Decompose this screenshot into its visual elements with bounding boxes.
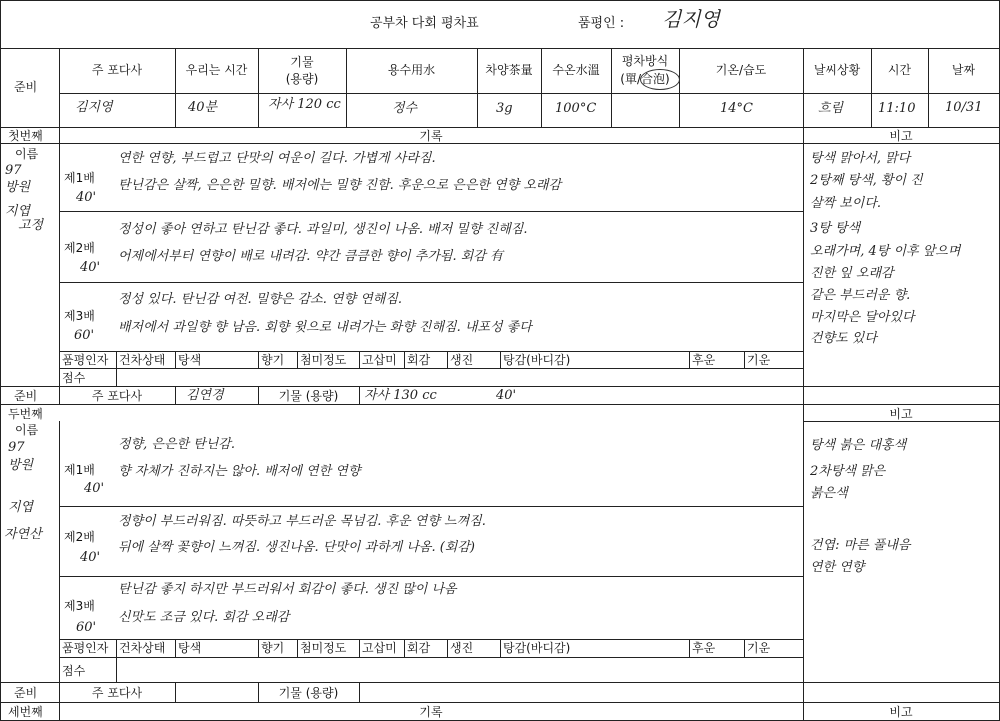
rule <box>0 404 1000 405</box>
eval-column-header: 후운 <box>692 353 716 367</box>
rule <box>59 211 803 212</box>
cup3-label: 제3배 <box>64 309 95 323</box>
tea-amount-header: 차양茶量 <box>485 63 533 77</box>
rule <box>0 702 1000 703</box>
rule <box>803 386 804 404</box>
rule <box>803 421 1000 422</box>
rule <box>59 351 803 352</box>
cup1-time: 40' <box>84 481 105 496</box>
cup3-note: 정성 있다. 탄닌감 여전. 밀향은 감소. 연향 연해짐. <box>118 292 403 307</box>
first-notes-line: 살짝 보이다. <box>810 196 882 211</box>
eval-column-header: 후운 <box>692 641 716 655</box>
cup1-label: 제1배 <box>64 463 95 477</box>
cup2-note: 정향이 부드러워짐. 따뜻하고 부드러운 목넘김. 후운 연향 느껴짐. <box>118 514 486 529</box>
eval-column-header: 생진 <box>450 641 474 655</box>
notes-header: 비고 <box>889 129 913 143</box>
rule <box>359 386 360 404</box>
rule <box>0 682 1000 683</box>
rule <box>500 639 501 657</box>
rule <box>59 421 60 682</box>
cup2-time: 40' <box>80 550 101 565</box>
rule <box>59 143 60 386</box>
cup3-time: 60' <box>74 328 95 343</box>
second-name-line: 지엽 <box>8 500 34 515</box>
second-notes-line: 탕색 붉은 대홍색 <box>810 438 907 453</box>
second-label: 두번째 <box>8 407 43 421</box>
eval-column-header: 탕색 <box>178 353 202 367</box>
cup3-note: 탄닌감 좋지 하지만 부드러워서 회감이 좋다. 생진 많이 나옴 <box>118 582 457 597</box>
vessel-header: 기물 <box>290 55 314 69</box>
vessel-header: 기물 (용량) <box>278 389 339 403</box>
first-notes-line: 건향도 있다 <box>810 331 877 346</box>
eval-column-header: 회감 <box>407 353 431 367</box>
eval-column-header: 탕감(바디감) <box>503 353 571 367</box>
cup1-note: 연한 연향, 부드럽고 단맛의 여운이 길다. 가볍게 사라짐. <box>118 151 436 166</box>
vessel-header-sub: (용량) <box>285 72 319 86</box>
third-label: 세번째 <box>8 705 43 719</box>
rule <box>0 0 1 721</box>
rule <box>744 351 745 368</box>
date-value: 10/31 <box>945 100 983 115</box>
cup2-note: 정성이 좋아 연하고 탄닌감 좋다. 과일미, 생진이 나옴. 배저 밀향 진해짐. <box>118 222 528 237</box>
pot-value: 김연경 <box>186 388 224 403</box>
rule <box>0 0 1000 1</box>
rule <box>116 639 117 682</box>
brew-time-value: 40' <box>496 388 517 403</box>
first-label: 첫번째 <box>8 129 43 143</box>
pot-header: 주 포다사 <box>91 63 143 77</box>
cup3-label: 제3배 <box>64 599 95 613</box>
eval-column-header: 건차상태 <box>119 353 166 367</box>
rule <box>447 639 448 657</box>
rule <box>803 404 804 682</box>
rule <box>116 351 117 386</box>
rule <box>59 576 803 577</box>
rule <box>59 93 1000 94</box>
first-name-line: 고정 <box>18 218 44 233</box>
cup1-note: 탄닌감은 살짝, 은은한 밀향. 배저에는 밀향 진함. 후운으로 은은한 연향 오래감 <box>118 178 562 193</box>
pot-header: 주 포다사 <box>91 686 143 700</box>
first-name-line: 방원 <box>5 180 31 195</box>
method-header-sub: (單/合泡) <box>620 72 670 86</box>
eval-column-header: 건차상태 <box>119 641 166 655</box>
name-label: 이름 <box>15 423 39 437</box>
eval-column-header: 품평인자 <box>62 353 109 367</box>
eval-column-header: 기운 <box>747 353 771 367</box>
rule <box>359 682 360 702</box>
vessel-header: 기물 (용량) <box>278 686 339 700</box>
eval-column-header: 생진 <box>450 353 474 367</box>
rule <box>0 127 1000 128</box>
second-notes-line: 2차탕색 맑은 <box>810 464 886 479</box>
notes-header: 비고 <box>889 705 913 719</box>
cup1-note: 향 자체가 진하지는 않아. 배저에 연한 연향 <box>118 464 361 479</box>
eval-column-header: 품평인자 <box>62 641 109 655</box>
first-notes-line: 마지막은 달아있다 <box>810 310 915 325</box>
first-notes-line: 탕색 맑아서, 맑다 <box>810 151 911 166</box>
second-notes-line: 붉은색 <box>810 486 848 501</box>
rule <box>59 368 803 369</box>
first-notes-line: 진한 잎 오래감 <box>810 266 894 281</box>
rule <box>258 351 259 368</box>
eval-column-header: 첨미정도 <box>300 641 347 655</box>
vessel-value: 자사 120 cc <box>268 97 341 112</box>
temp-humidity-value: 14°C <box>720 101 753 116</box>
evaluator-name: 김지영 <box>662 7 720 31</box>
rule <box>59 506 803 507</box>
rule <box>359 351 360 368</box>
pot-header: 주 포다사 <box>91 389 143 403</box>
water-temp-header: 수온水溫 <box>552 63 600 77</box>
rule <box>346 48 347 127</box>
first-name-line: 지엽 <box>5 204 31 219</box>
cup1-label: 제1배 <box>64 171 95 185</box>
time-header: 시간 <box>887 63 912 77</box>
cup2-label: 제2배 <box>64 241 95 255</box>
eval-column-header: 첨미정도 <box>300 353 347 367</box>
record-header: 기록 <box>419 705 443 719</box>
score-label: 점수 <box>62 371 86 385</box>
rule <box>404 351 405 368</box>
prep-label: 준비 <box>14 389 38 403</box>
cup3-note: 배저에서 과일향 향 남음. 회향 윗으로 내려가는 화향 진해짐. 내포성 좋다 <box>118 320 532 335</box>
rule <box>258 639 259 657</box>
rule <box>359 639 360 657</box>
second-name-line: 방원 <box>8 458 34 473</box>
prep-label: 준비 <box>14 686 38 700</box>
first-notes-line: 3탕 탕색 <box>810 221 861 236</box>
eval-column-header: 기운 <box>747 641 771 655</box>
eval-column-header: 회감 <box>407 641 431 655</box>
weather-value: 흐림 <box>818 101 844 116</box>
record-header: 기록 <box>419 129 443 143</box>
method-circle-mark <box>640 69 680 90</box>
tea-amount-value: 3g <box>496 101 513 116</box>
rule <box>297 639 298 657</box>
rule <box>803 143 804 386</box>
eval-column-header: 고삽미 <box>362 353 397 367</box>
date-header: 날짜 <box>951 63 976 77</box>
weather-header: 날씨상황 <box>813 63 861 77</box>
rule <box>0 48 1000 49</box>
second-notes-line: 연한 연향 <box>810 560 865 575</box>
vessel-value: 자사 130 cc <box>364 388 437 403</box>
rule <box>477 48 478 127</box>
cup2-note: 뒤에 살짝 꽃향이 느껴짐. 생진나옴. 단맛이 과하게 나옴. (회감) <box>118 540 475 555</box>
rule <box>871 48 872 127</box>
rule <box>689 351 690 368</box>
first-notes-line: 2탕째 탕색, 황이 진 <box>810 173 923 188</box>
rule <box>500 351 501 368</box>
rule <box>679 48 680 127</box>
eval-column-header: 탕색 <box>178 641 202 655</box>
rule <box>175 639 176 657</box>
cup1-note: 정향, 은은한 탄닌감. <box>118 437 235 452</box>
rule <box>59 657 803 658</box>
brew-time-value: 40분 <box>188 100 218 115</box>
cup3-note: 신맛도 조금 있다. 회감 오래감 <box>118 610 290 625</box>
water-value: 정수 <box>392 101 418 116</box>
method-header: 평차방식 <box>621 54 669 68</box>
page-title: 공부차 다회 평차표 <box>370 16 479 31</box>
pot-value: 김지영 <box>75 100 113 115</box>
second-name-line: 자연산 <box>4 527 42 542</box>
score-label: 점수 <box>62 664 86 678</box>
eval-column-header: 탕감(바디감) <box>503 641 571 655</box>
rule <box>59 282 803 283</box>
eval-column-header: 향기 <box>261 641 285 655</box>
rule <box>541 48 542 127</box>
cup3-time: 60' <box>76 620 97 635</box>
cup2-time: 40' <box>80 260 101 275</box>
rule <box>175 682 176 702</box>
rule <box>689 639 690 657</box>
name-label: 이름 <box>15 147 39 161</box>
rule <box>175 351 176 368</box>
rule <box>404 639 405 657</box>
eval-column-header: 고삽미 <box>362 641 397 655</box>
rule <box>175 386 176 404</box>
rule <box>744 639 745 657</box>
second-notes-line: 건엽: 마른 풀내음 <box>810 538 911 553</box>
rule <box>297 351 298 368</box>
temp-humidity-header: 기온/습도 <box>715 63 767 77</box>
cup1-time: 40' <box>76 190 97 205</box>
prep-label: 준비 <box>14 80 38 94</box>
cup2-note: 어제에서부터 연향이 배로 내려감. 약간 큼큼한 향이 추가됨. 회감 有 <box>118 249 503 264</box>
time-value: 11:10 <box>878 101 916 116</box>
evaluator-label: 품평인 : <box>578 16 625 31</box>
rule <box>175 48 176 127</box>
second-name-line: 97 <box>8 440 25 455</box>
rule <box>59 639 803 640</box>
first-notes-line: 같은 부드러운 향. <box>810 288 911 303</box>
first-name-line: 97 <box>5 163 22 178</box>
brew-time-header: 우리는 시간 <box>185 63 248 77</box>
notes-header: 비고 <box>889 407 913 421</box>
eval-column-header: 향기 <box>261 353 285 367</box>
water-header: 용수用水 <box>387 63 436 77</box>
water-temp-value: 100°C <box>555 101 597 116</box>
rule <box>447 351 448 368</box>
rule <box>928 48 929 127</box>
cup2-label: 제2배 <box>64 530 95 544</box>
rule <box>0 386 1000 387</box>
first-notes-line: 오래가며, 4탕 이후 앞으며 <box>810 244 961 259</box>
rule <box>0 143 1000 144</box>
